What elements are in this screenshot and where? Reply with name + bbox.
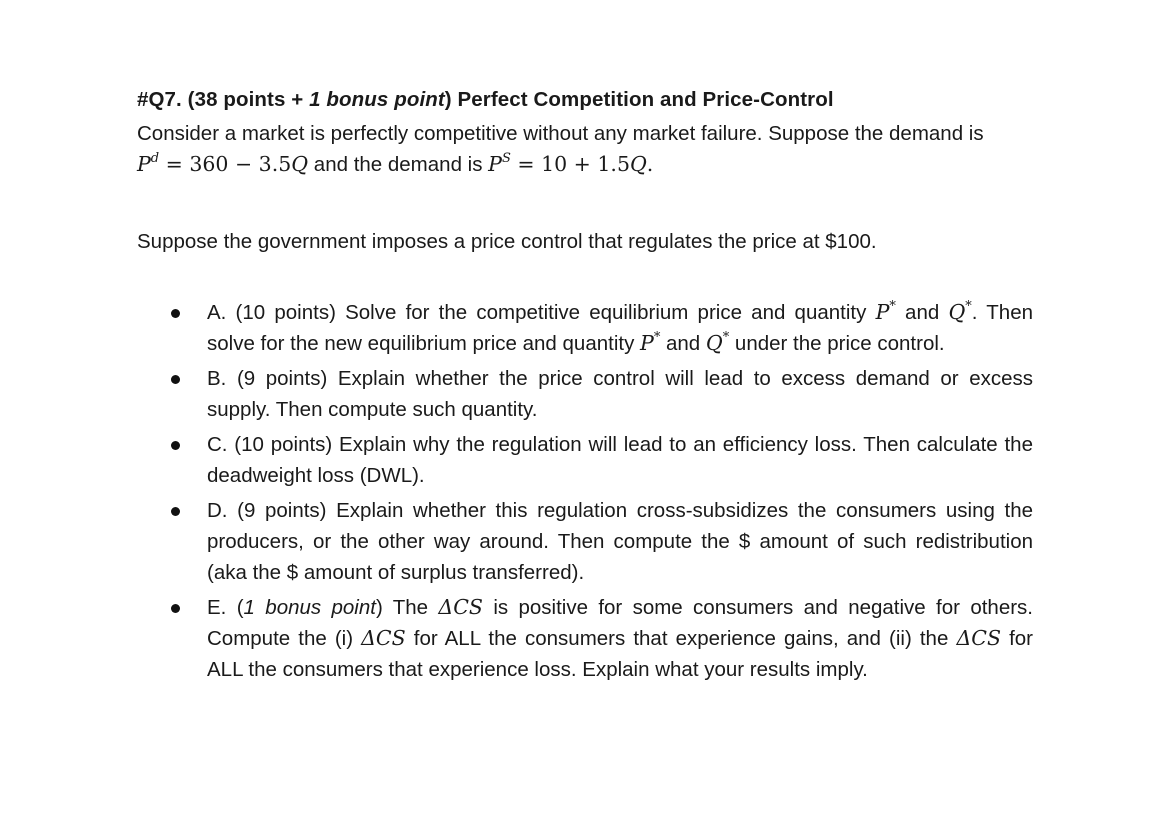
intro-text: Consider a market is perfectly competitive without any market failure. Suppose the demand is <box>137 122 984 145</box>
e-bonus: 1 bonus point <box>243 596 376 619</box>
star-sup: * <box>653 330 661 345</box>
bullet-icon <box>171 309 180 318</box>
title-prefix: #Q7. (38 points + <box>137 88 310 111</box>
p-symbol: P <box>875 300 890 324</box>
bullet-icon <box>171 604 180 613</box>
q-symbol: Q <box>948 300 966 324</box>
e-text-1: ) The <box>375 596 439 619</box>
a-text-2: . Then solve for the new equilibrium price and quantity <box>207 301 1034 355</box>
sub-question-e <box>137 592 1033 685</box>
demand-rhs: = 360 − 3.5 <box>159 152 292 176</box>
question-intro <box>137 118 1037 180</box>
supply-p: P <box>488 152 502 176</box>
star-sup: * <box>889 299 896 314</box>
mid-text: and the demand is <box>308 153 489 176</box>
bullet-icon <box>171 375 180 384</box>
demand-sup: d <box>150 151 160 166</box>
e-text-2: is positive for some consumers and negative for others. Compute the (i) <box>207 596 1033 650</box>
a-text-3: under the price control. <box>729 332 945 355</box>
e-text-3: for ALL the consumers that experience gains, and (ii) the <box>405 627 957 650</box>
dcs-symbol: ΔCS <box>361 626 406 650</box>
question-page <box>137 86 1037 689</box>
bullet-icon <box>171 507 180 516</box>
title-bonus: 1 bonus point <box>309 88 445 111</box>
sub-question-b <box>137 363 1033 425</box>
d-text: D. (9 points) Explain whether this regulation cross-subsidizes the consumers using the producers, or the other way around. Then compute the $ amount of such redistribution (aka the $ amount of surplus transferred). <box>207 499 1033 584</box>
sub-question-c <box>137 429 1033 491</box>
p-symbol: P <box>640 331 654 355</box>
supply-q: Q <box>629 152 647 176</box>
q-star-2 <box>706 331 729 355</box>
dcs-symbol: ΔCS <box>438 595 483 619</box>
and-text: and <box>895 301 949 324</box>
supply-equation <box>488 152 653 176</box>
bullet-icon <box>171 441 180 450</box>
demand-equation <box>137 152 308 176</box>
sub-question-a <box>137 297 1033 359</box>
dcs-symbol: ΔCS <box>956 626 1001 650</box>
a-text-1: A. (10 points) Solve for the competitive equilibrium price and quantity <box>207 301 876 324</box>
e-text-pre: E. ( <box>207 596 244 619</box>
q-star-1 <box>948 300 971 324</box>
supply-rhs: = 10 + 1.5 <box>510 152 630 176</box>
star-sup: * <box>965 299 972 314</box>
title-suffix: ) Perfect Competition and Price-Control <box>444 88 834 111</box>
star-sup: * <box>722 330 730 345</box>
demand-q: Q <box>291 152 309 176</box>
delta-cs-2 <box>361 626 406 650</box>
delta-cs-1 <box>438 595 483 619</box>
question-setup: Suppose the government imposes a price control that regulates the price at $100. <box>137 230 877 253</box>
e-text-4: for ALL the consumers that experience loss. Explain what your results imply. <box>207 627 1034 681</box>
question-title <box>137 86 1037 114</box>
c-text: C. (10 points) Explain why the regulation will lead to an efficiency loss. Then calculate the deadweight loss (DWL). <box>207 433 1033 487</box>
p-star-1 <box>876 300 896 324</box>
demand-p: P <box>137 152 151 176</box>
p-star-2 <box>640 331 660 355</box>
supply-sup: S <box>501 151 511 166</box>
q-symbol: Q <box>705 331 723 355</box>
end-punct: . <box>646 152 654 176</box>
delta-cs-3 <box>956 626 1001 650</box>
b-text: B. (9 points) Explain whether the price control will lead to excess demand or excess supply. Then compute such quantity. <box>207 367 1033 421</box>
sub-question-d <box>137 495 1033 588</box>
sub-question-list <box>137 297 1037 685</box>
and-text: and <box>660 332 706 355</box>
